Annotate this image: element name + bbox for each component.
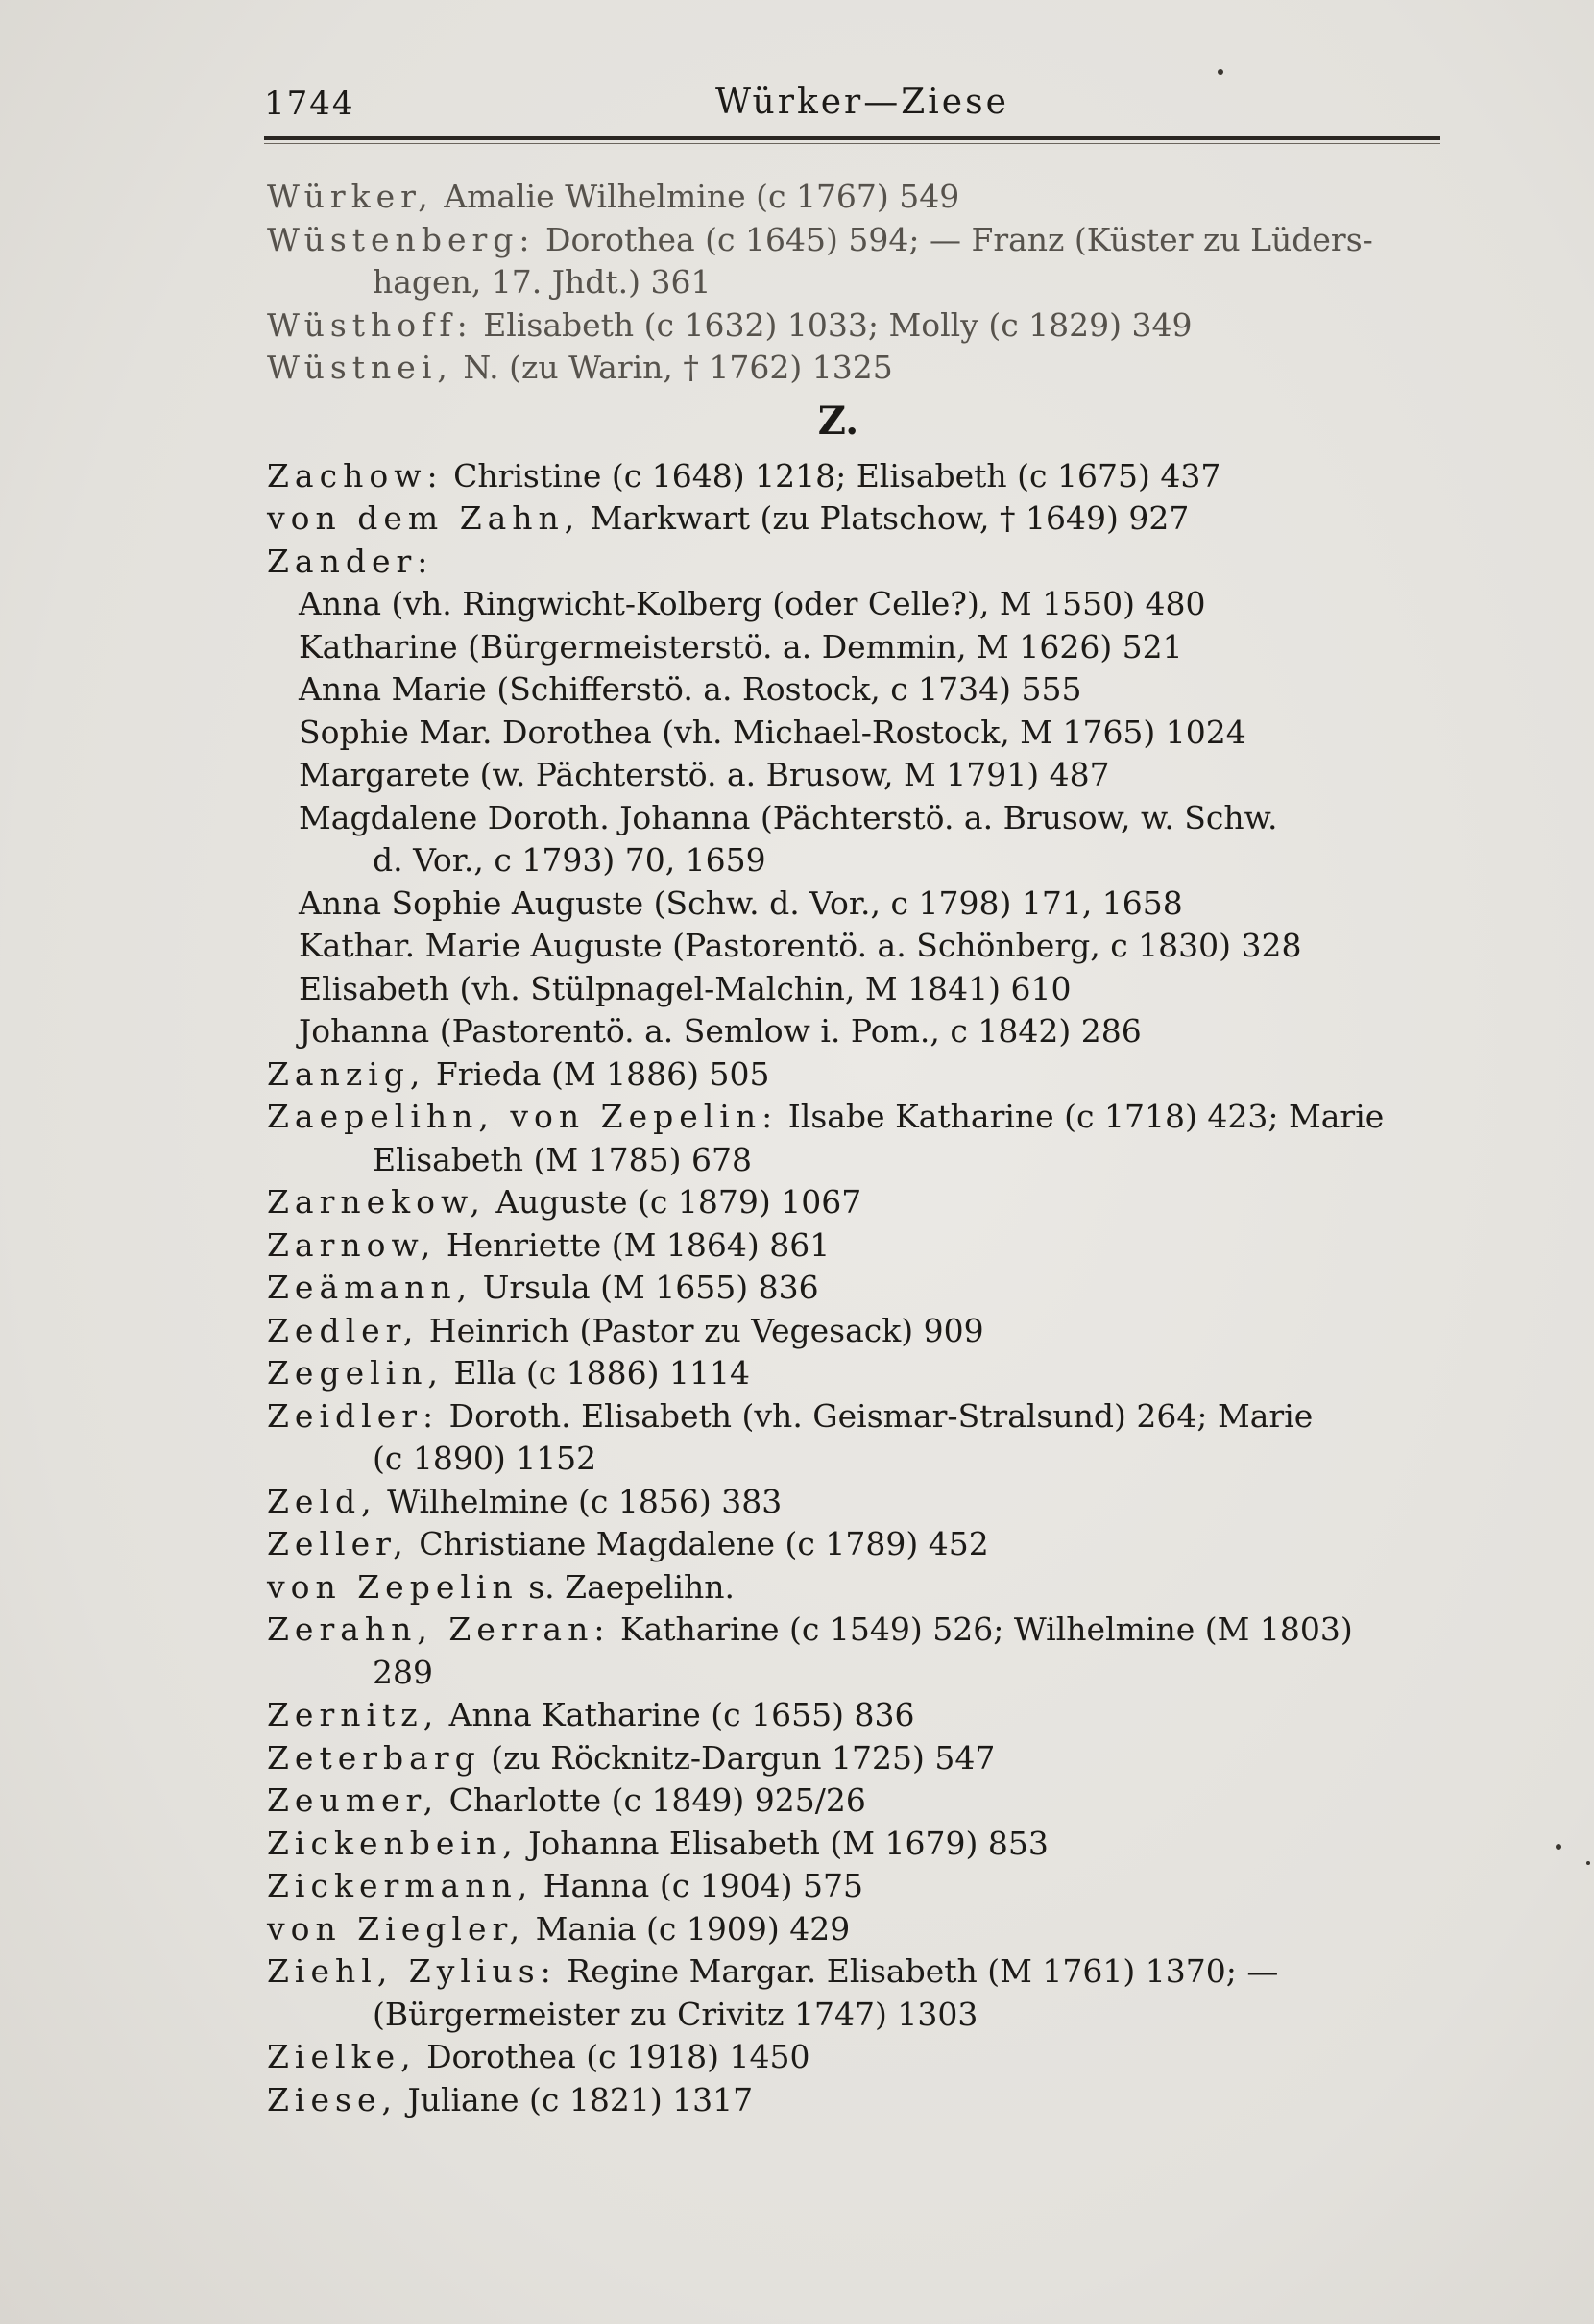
running-title: Würker—Ziese	[715, 83, 1009, 122]
entry-line	[267, 1950, 1448, 1994]
entry-text: d. Vor., c 1793) 70, 1659	[373, 841, 766, 879]
paper-speck	[1586, 1861, 1590, 1865]
entry-text: Katharine (Bürgermeisterstö. a. Demmin, M 1626) 521	[299, 627, 1183, 666]
entry-line	[267, 1224, 1448, 1268]
entry-text: Auguste (c 1879) 1067	[485, 1183, 862, 1221]
entry-head: Zanzig,	[267, 1054, 426, 1093]
header-rule	[264, 136, 1440, 140]
entry-text: (c 1890) 1152	[373, 1440, 597, 1477]
entry-head: Zeller,	[267, 1525, 409, 1562]
entry-text: Anna (vh. Ringwicht-Kolberg (oder Celle?), M 1550) 480	[299, 585, 1206, 622]
entry-line	[267, 455, 1448, 498]
entry-text: Heinrich (Pastor zu Vegesack) 909	[419, 1311, 984, 1349]
entry-text: Johanna Elisabeth (M 1679) 853	[518, 1824, 1049, 1862]
paper-speck	[1556, 1844, 1561, 1850]
entry-line	[267, 1481, 1448, 1524]
entry-head: Würker,	[267, 178, 434, 215]
entry-head: Zarnow,	[267, 1225, 437, 1264]
entry-head: Zeterbarg	[267, 1738, 481, 1777]
header-rule-thin	[264, 143, 1440, 144]
entry-line	[267, 304, 1448, 348]
entry-text: Regine Margar. Elisabeth (M 1761) 1370; —	[556, 1952, 1279, 1990]
entry-line	[267, 1352, 1448, 1395]
entry-head: Ziese,	[267, 2080, 398, 2118]
entry-text: Ursula (M 1655) 836	[472, 1269, 819, 1306]
entry-text: Hanna (c 1904) 575	[533, 1867, 864, 1904]
sub-entry	[267, 797, 1448, 840]
entry-text: Amalie Wilhelmine (c 1767) 549	[433, 178, 960, 215]
entry-line	[267, 1181, 1448, 1224]
entry-text: Mania (c 1909) 429	[525, 1909, 851, 1948]
sub-entry	[267, 968, 1448, 1011]
entry-line	[267, 219, 1448, 262]
entry-text: Dorothea (c 1645) 594; — Franz (Küster zu Lüders-	[535, 220, 1373, 258]
entry-text: Anna Katharine (c 1655) 836	[439, 1696, 915, 1733]
entry-line	[267, 2079, 1448, 2122]
paper-speck	[1218, 69, 1223, 75]
entry-continuation	[267, 1994, 1448, 2037]
entry-head: Zeld,	[267, 1482, 377, 1520]
entry-text: Anna Sophie Auguste (Schw. d. Vor., c 1798) 171, 1658	[299, 884, 1183, 922]
entry-line	[267, 1737, 1448, 1780]
sub-entry	[267, 925, 1448, 968]
entry-text: Doroth. Elisabeth (vh. Geismar-Stralsund) 264; Marie	[439, 1396, 1314, 1435]
entry-text: Henriette (M 1864) 861	[436, 1225, 831, 1264]
entry-head: von dem Zahn,	[267, 499, 581, 537]
sub-entry	[267, 754, 1448, 797]
entry-line	[267, 1310, 1448, 1353]
entry-continuation	[267, 1438, 1448, 1481]
entry-line	[267, 1523, 1448, 1566]
entry-text: s. Zaepelihn.	[518, 1567, 736, 1606]
entry-line	[267, 1566, 1448, 1610]
entry-line	[267, 1865, 1448, 1908]
entry-head: Zielke,	[267, 2038, 417, 2075]
entry-text: Wilhelmine (c 1856) 383	[376, 1482, 783, 1520]
entry-text: Sophie Mar. Dorothea (vh. Michael-Rostock, M 1765) 1024	[299, 713, 1246, 751]
entry-head: Ziehl, Zylius:	[267, 1952, 557, 1990]
entry-text: Elisabeth (c 1632) 1033; Molly (c 1829) 349	[472, 305, 1193, 344]
sub-entry	[267, 1010, 1448, 1053]
sub-entry	[267, 712, 1448, 755]
entry-line	[267, 1779, 1448, 1823]
sub-entry	[267, 583, 1448, 626]
entry-text: Ella (c 1886) 1114	[443, 1354, 750, 1392]
entry-line	[267, 1267, 1448, 1310]
entry-head: Zernitz,	[267, 1696, 440, 1733]
entry-head: Wüstnei,	[267, 349, 453, 386]
entry-text: Katharine (c 1549) 526; Wilhelmine (M 1803)	[610, 1610, 1353, 1648]
entry-line	[267, 541, 1448, 584]
entry-line	[267, 497, 1448, 541]
entry-text: Dorothea (c 1918) 1450	[416, 2038, 810, 2075]
entry-text: Anna Marie (Schifferstö. a. Rostock, c 1734) 555	[299, 670, 1082, 708]
entry-text: 289	[373, 1653, 433, 1691]
entry-text: Kathar. Marie Auguste (Pastorentö. a. Schönberg, c 1830) 328	[299, 927, 1302, 964]
entry-text: Magdalene Doroth. Johanna (Pächterstö. a. Brusow, w. Schw.	[299, 798, 1278, 836]
entry-line	[267, 1096, 1448, 1139]
entry-head: Zaepelihn, von Zepelin:	[267, 1098, 779, 1135]
entry-text: Juliane (c 1821) 1317	[397, 2080, 754, 2118]
entry-text: (Bürgermeister zu Crivitz 1747) 1303	[373, 1995, 978, 2033]
entry-continuation	[267, 1139, 1448, 1182]
sub-entry	[267, 668, 1448, 712]
entry-head: Wüstenberg:	[267, 220, 536, 258]
entry-continuation	[267, 1652, 1448, 1695]
entry-line	[267, 1823, 1448, 1866]
entry-line	[267, 1395, 1448, 1439]
entry-head: Zeumer,	[267, 1781, 440, 1819]
entry-continuation	[267, 839, 1448, 883]
entry-text: N. (zu Warin, † 1762) 1325	[452, 349, 893, 386]
page-number: 1744	[264, 85, 355, 123]
sub-entry	[267, 626, 1448, 669]
entry-text: Markwart (zu Platschow, † 1649) 927	[580, 499, 1190, 537]
entry-line	[267, 347, 1448, 390]
entry-text: Charlotte (c 1849) 925/26	[439, 1781, 866, 1819]
entry-head: von Zepelin	[267, 1567, 519, 1606]
sub-entry	[267, 883, 1448, 926]
entry-head: Zickenbein,	[267, 1824, 519, 1862]
entry-head: Zeidler:	[267, 1396, 440, 1435]
section-letter: Z.	[817, 398, 859, 444]
entry-head: Zegelin,	[267, 1354, 444, 1392]
index-entries	[267, 176, 1448, 2121]
entry-head: Wüsthoff:	[267, 305, 473, 344]
entry-line	[267, 176, 1448, 219]
entry-line	[267, 1694, 1448, 1737]
entry-line	[267, 1908, 1448, 1951]
entry-text: Margarete (w. Pächterstö. a. Brusow, M 1791) 487	[299, 756, 1110, 793]
entry-line	[267, 1053, 1448, 1097]
entry-line	[267, 1609, 1448, 1652]
entry-text: Johanna (Pastorentö. a. Semlow i. Pom., c 1842) 286	[299, 1012, 1142, 1050]
entry-text: Frieda (M 1886) 505	[425, 1054, 770, 1093]
entry-head: Zedler,	[267, 1311, 420, 1349]
entry-head: Zachow:	[267, 456, 444, 495]
entry-head: Zerahn, Zerran:	[267, 1610, 611, 1648]
entry-head: Zeämann,	[267, 1269, 473, 1306]
entry-head: Zickermann,	[267, 1867, 534, 1904]
entry-text: hagen, 17. Jhdt.) 361	[373, 263, 712, 301]
entry-line	[267, 2036, 1448, 2079]
entry-continuation	[267, 261, 1448, 304]
page-header	[264, 79, 1440, 136]
entry-head: Zander:	[267, 542, 434, 580]
entry-text: Christiane Magdalene (c 1789) 452	[408, 1525, 989, 1562]
entry-head: Zarnekow,	[267, 1183, 486, 1221]
entry-text: Elisabeth (vh. Stülpnagel-Malchin, M 1841) 610	[299, 969, 1072, 1007]
entry-head: von Ziegler,	[267, 1909, 526, 1948]
entry-text: (zu Röcknitz-Dargun 1725) 547	[480, 1738, 996, 1777]
entry-text: Christine (c 1648) 1218; Elisabeth (c 1675) 437	[443, 456, 1221, 495]
entry-text: Ilsabe Katharine (c 1718) 423; Marie	[778, 1098, 1385, 1135]
entry-text: Elisabeth (M 1785) 678	[373, 1140, 752, 1178]
